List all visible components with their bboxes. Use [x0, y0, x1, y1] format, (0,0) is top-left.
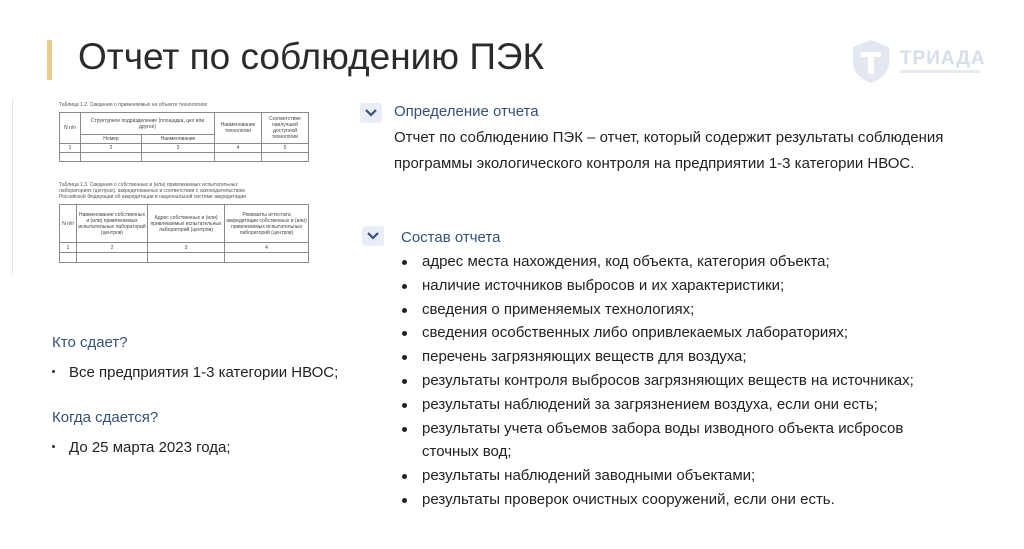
logo-text: ТРИАДА	[900, 48, 986, 69]
report-document-image	[12, 98, 337, 274]
when-answer	[52, 439, 231, 456]
list-item: перечень загрязняющих веществ для воздуха;	[402, 345, 962, 369]
bullet-icon	[52, 370, 55, 373]
table-header-cell: N п/п	[60, 113, 81, 144]
laboratories-table	[59, 204, 309, 263]
title-accent-bar	[47, 40, 52, 80]
table-header-cell: Адрес собственных и (или) привлекаемых испытательных лабораторий (центров)	[148, 205, 225, 243]
table-header-cell: Наименование технологии	[215, 113, 262, 144]
composition-title: Состав отчета	[401, 229, 501, 246]
composition-chevron-button[interactable]	[362, 226, 384, 246]
who-question: Кто сдает?	[52, 334, 128, 351]
table-cell: 4	[225, 243, 309, 253]
list-item: результаты учета объемов забора воды изводного объекта исбросов сточных вод;	[402, 417, 962, 465]
table-cell: 2	[77, 243, 148, 253]
company-logo	[850, 38, 990, 84]
list-item: результаты контроля выбросов загрязняющих веществ на источниках;	[402, 369, 962, 393]
table-cell	[60, 253, 77, 263]
list-item: результаты наблюдений заводными объектами;	[402, 464, 962, 488]
table1-caption: Таблица 1.2. Сведения о применяемых на объекте технологиях	[59, 102, 208, 108]
table-cell	[225, 253, 309, 263]
page-title: Отчет по соблюдению ПЭК	[78, 36, 545, 77]
when-question: Когда сдается?	[52, 409, 159, 426]
definition-chevron-button[interactable]	[360, 103, 382, 123]
table-header-cell: Наименование собственных и (или) привлекаемых испытательных лабораторий (центров)	[77, 205, 148, 243]
table-header-cell: Наименование	[142, 135, 215, 144]
list-item: адрес места нахождения, код объекта, категория объекта;	[402, 250, 962, 274]
list-item: результаты наблюдений за загрязнением воздуха, если они есть;	[402, 393, 962, 417]
table-cell: 5	[262, 144, 309, 153]
table-cell: 1	[60, 243, 77, 253]
when-answer-text: До 25 марта 2023 года;	[69, 439, 231, 456]
logo-underline	[900, 70, 980, 73]
list-item: сведения о применяемых технологиях;	[402, 298, 962, 322]
composition-list	[402, 250, 962, 512]
list-item: результаты проверок очистных сооружений, если они есть.	[402, 488, 962, 512]
table-cell	[215, 153, 262, 162]
who-answer	[52, 364, 338, 381]
table-header-cell: Соответствие наилучшей доступной технологии	[262, 113, 309, 144]
definition-title: Определение отчета	[394, 103, 539, 120]
table-cell: 4	[215, 144, 262, 153]
list-item: сведения особственных либо опривлекаемых лабораториях;	[402, 321, 962, 345]
table-header-cell: Номер	[81, 135, 142, 144]
table-cell	[148, 253, 225, 263]
definition-text: Отчет по соблюдению ПЭК – отчет, который содержит результаты соблюдения программы экологического контроля на предприятии 1-3 категории НВОС.	[394, 129, 944, 172]
chevron-down-icon	[367, 231, 379, 241]
table-cell	[60, 153, 81, 162]
table-cell	[77, 253, 148, 263]
table-cell	[262, 153, 309, 162]
table-cell: 3	[148, 243, 225, 253]
table-cell: 1	[60, 144, 81, 153]
table-header-cell: Реквизиты аттестата аккредитации собственных и (или) привлекаемых испытательных лабораторий (центров)	[225, 205, 309, 243]
table-header-cell: N п/п	[60, 205, 77, 243]
table-cell: 2	[81, 144, 142, 153]
list-item: наличие источников выбросов и их характеристики;	[402, 274, 962, 298]
table-cell	[81, 153, 142, 162]
who-answer-text: Все предприятия 1-3 категории НВОС;	[69, 364, 339, 381]
technologies-table	[59, 112, 309, 162]
table-cell: 3	[142, 144, 215, 153]
table-header-cell: Структурное подразделение (площадка, цех или другое)	[81, 113, 215, 135]
table-cell	[142, 153, 215, 162]
shield-logo-icon	[850, 38, 892, 84]
bullet-icon	[52, 445, 55, 448]
table2-caption: Таблица 1.3. Сведения о собственных и (или) привлекаемых испытательных лабораториях (центрах), аккредитованных в соответствии с законодательством Российской Федерации об аккредитации в национальной системе аккредитации	[59, 182, 246, 200]
chevron-down-icon	[365, 108, 377, 118]
